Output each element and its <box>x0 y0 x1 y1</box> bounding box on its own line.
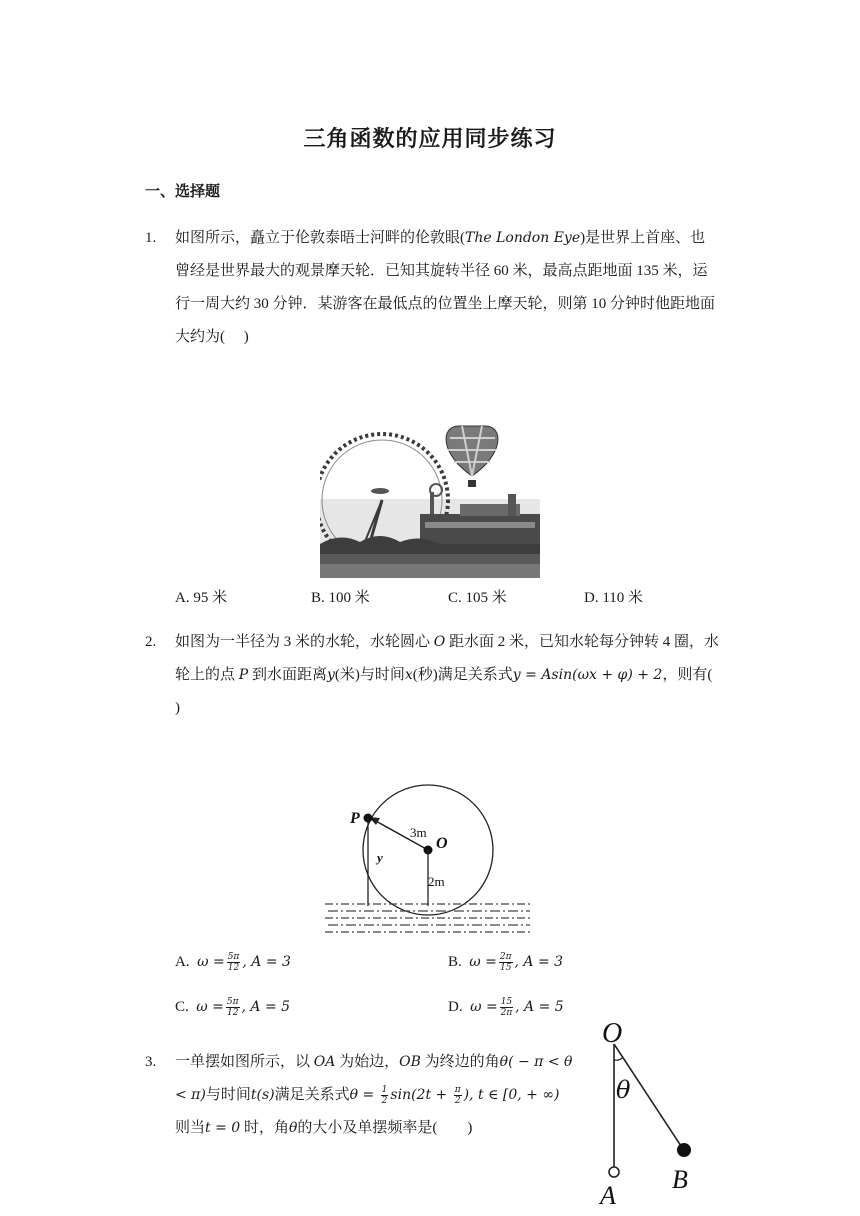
section-heading: 一、选择题 <box>145 184 221 200</box>
document-title: 三角函数的应用同步练习 <box>303 126 557 151</box>
q2-text: 如图为一半径为 3 米的水轮，水轮圆心 O 距水面 2 米，已知水轮每分钟转 4 圈，水轮上的点 P 到水面距离y(米)与时间x(秒)满足关系式y = Asin(ωx + φ) + 2，则有( ) <box>175 634 732 716</box>
label-o: O <box>436 835 448 852</box>
water-surface <box>325 904 532 932</box>
q1-option-a[interactable]: A. 95 米 <box>175 590 228 606</box>
label-b: B <box>672 1165 688 1194</box>
q1-option-d[interactable]: D. 110 米 <box>584 590 644 606</box>
q2-option-c[interactable]: C. ω = $\frac{5\pi}{12}$ , A = 5 <box>175 997 291 1018</box>
q2-option-d[interactable]: D. ω = $\frac{15}{2\pi}$ , A = 5 <box>448 997 564 1018</box>
point-a <box>609 1167 619 1177</box>
q2-option-a[interactable]: A. ω = $\frac{5\pi}{12}$ , A = 3 <box>175 952 291 973</box>
label-p: P <box>350 810 360 827</box>
label-o: O <box>602 1018 623 1049</box>
q3-number: 3. <box>145 1054 157 1070</box>
q1-text: 如图所示，矗立于伦敦泰晤士河畔的伦敦眼(The London Eye)是世界上首座、也曾经是世界最大的观景摩天轮．已知其旋转半径 60 米，最高点距地面 135 米，运行一周大约 30 分钟．某游客在最低点的位置坐上摩天轮，则第 10 分钟时他距地面大约为( ) <box>175 230 716 345</box>
label-y: y <box>377 850 383 865</box>
q1-option-c[interactable]: C. 105 米 <box>448 590 507 606</box>
q1-number: 1. <box>145 230 157 246</box>
q1-option-b[interactable]: B. 100 米 <box>311 590 370 606</box>
label-radius: 3m <box>410 825 427 840</box>
label-height: 2m <box>428 874 445 889</box>
angle-arc <box>614 1057 623 1060</box>
london-eye-photo <box>320 404 540 578</box>
q2-option-b[interactable]: B. ω = $\frac{2\pi}{15}$ , A = 3 <box>448 952 564 973</box>
q3-text: 一单摆如图所示，以 OA 为始边，OB 为终边的角θ( − π < θ < π)与时间t(s)满足关系式θ = $\frac{1}{2}$ sin(2t + $\frac{\pi}{2}$ ), t ∈ [0, + ∞) 则当t = 0 时，角θ的大小及单摆频率是( ) <box>175 1054 573 1136</box>
bob-b <box>677 1143 691 1157</box>
q2-number: 2. <box>145 634 157 650</box>
label-a: A <box>600 1181 616 1210</box>
water-wheel-figure <box>320 780 535 945</box>
label-theta: θ <box>616 1076 631 1104</box>
pendulum-figure <box>590 1012 710 1212</box>
